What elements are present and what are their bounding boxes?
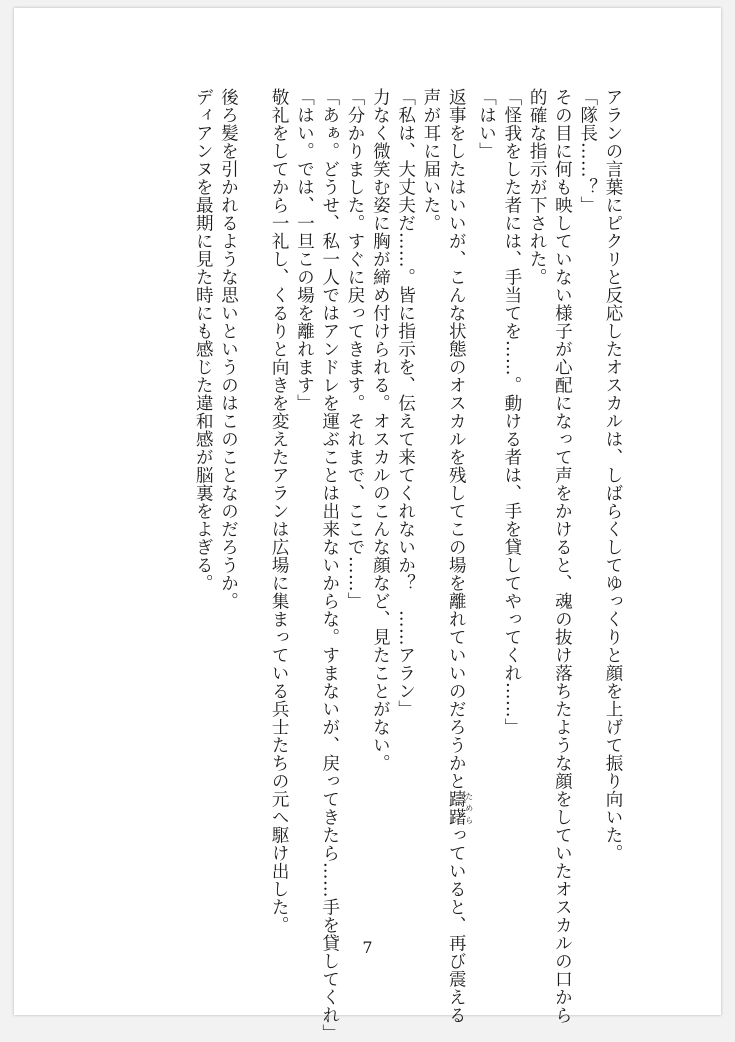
book-page xyxy=(14,8,721,1042)
text-line-14: 敬礼をしてから一礼し、くるりと向きを変えたアランは広場に集まっている兵士たちの元へ駆け出した。 xyxy=(269,88,290,934)
text-line-1: アランの言葉にピクリと反応したオスカルは、しばらくしてゆっくりと顔を上げて振り向いた。 xyxy=(603,88,623,862)
text-line-7 xyxy=(443,88,474,1024)
ruby-reading: ためら xyxy=(464,790,474,826)
text-line-4: 的確な指示が下された。 xyxy=(527,88,548,286)
text-line-2: 「隊長……？」 xyxy=(577,88,598,214)
text-line-13: 「はい。では、一旦この場を離れます」 xyxy=(294,88,315,412)
ruby-word xyxy=(446,790,474,826)
text-line-11: 「分かりました。すぐに戻ってきます。それまで、ここで……」 xyxy=(345,88,366,610)
page-number: 7 xyxy=(362,938,373,957)
text-line-10: 力なく微笑む姿に胸が締め付けられる。オスカルのこんな顔など、見たことがない。 xyxy=(370,88,391,772)
text-line-5: 「怪我をした者には、手当てを……。動ける者は、手を貸してやってくれ……」 xyxy=(501,88,522,736)
text-line-7-head: 返事をしたはいいが、こんな状態のオスカルを残してこの場を離れていいのだろうかと xyxy=(446,88,467,790)
text-line-12: 「あぁ。どうせ、私一人ではアンドレを運ぶことは出来ないからな。すまないが、戻ってきたら……手を貸してくれ」 xyxy=(319,88,340,1042)
text-line-3: その目に何も映していない様子が心配になって声をかけると、魂の抜け落ちたような顔をしていたオスカルの口から xyxy=(552,88,573,1024)
text-line-8: 声が耳に届いた。 xyxy=(420,88,441,232)
text-line-7-tail: っていると、再び震える xyxy=(446,826,467,1024)
ruby-base: 躊躇 xyxy=(446,790,467,826)
text-line-16: 後ろ髪を引かれるような思いというのはこのことなのだろうか。 xyxy=(218,88,239,610)
blank-line xyxy=(241,88,266,89)
text-line-9: 「私は、大丈夫だ……。皆に指示を、伝えて来てくれないか？ ……アラン」 xyxy=(395,88,416,718)
text-line-6: 「はい」 xyxy=(476,88,497,160)
text-line-17: ディアンヌを最期に見た時にも感じた違和感が脳裏をよぎる。 xyxy=(193,88,214,592)
vertical-text-body xyxy=(35,88,625,1042)
